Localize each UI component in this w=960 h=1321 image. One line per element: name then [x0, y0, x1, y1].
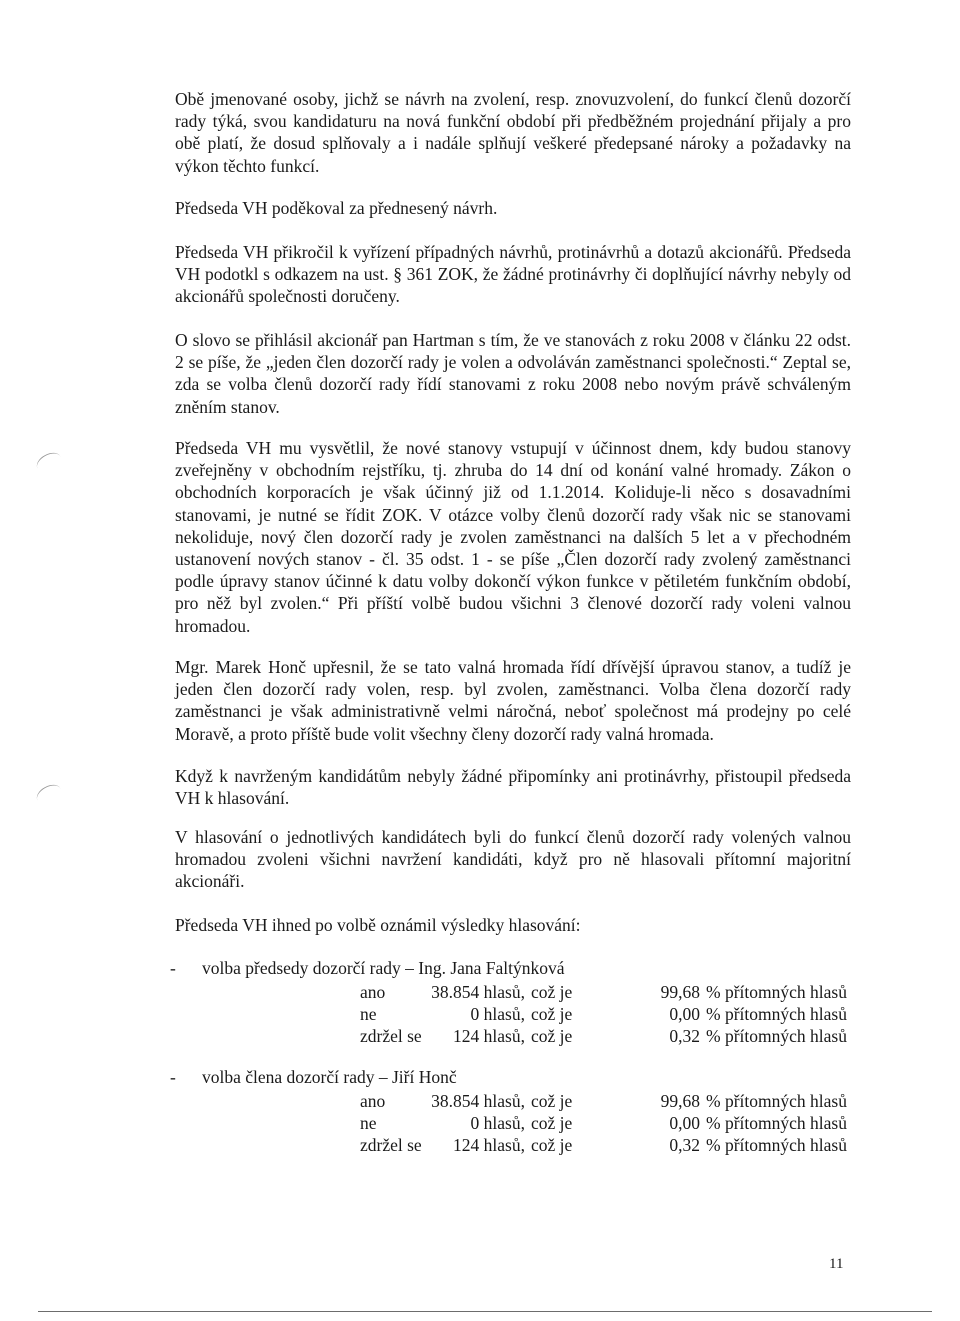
paragraph-text: Obě jmenované osoby, jichž se návrh na zvolení, resp. znovuzvolení, do funkcí členů dozorčí rady týká, svou kandidaturu na nová funkční období při předběžném projednání přijaly a pro obě platí, že dosud splňovaly a i nadále splňují veškeré předepsané nároky a požadavky na výkon těchto funkcí.: [175, 89, 851, 176]
vote-heading: [170, 1066, 850, 1090]
vote-phrase: což je: [531, 1026, 573, 1046]
paragraph-honc: [175, 656, 851, 745]
paragraph-text: Mgr. Marek Honč upřesnil, že se tato valná hromada řídí dřívější úpravou stanov, a tudíž je jeden člen dozorčí rady volen, resp. byl zvolen, zaměstnanci. Volba člena dozorčí rady zaměstnanci je však administrativně velmi náročná, neboť společnost má prodejny po celé Moravě, a proto příště bude volit všechny členy dozorčí rady valná hromada.: [175, 657, 851, 744]
vote-unit: % přítomných hlasů: [706, 1091, 847, 1111]
paragraph-results-intro: [175, 914, 851, 936]
punch-hole-mark: [34, 781, 65, 808]
vote-phrase: což je: [531, 1113, 573, 1133]
list-bullet: -: [170, 958, 176, 978]
paragraph-thanks: [175, 197, 851, 219]
paragraph-to-vote: [175, 765, 851, 809]
vote-row: [170, 1112, 850, 1134]
vote-row: [170, 1134, 850, 1156]
vote-percent: 99,68: [660, 982, 700, 1002]
vote-count: 0 hlasů,: [470, 1004, 525, 1024]
vote-percent: 0,00: [669, 1113, 700, 1133]
vote-label: zdržel se: [360, 1026, 422, 1046]
paragraph-voting: [175, 826, 851, 893]
paragraph-text: Předseda VH poděkoval za přednesený návrh.: [175, 198, 498, 218]
vote-unit: % přítomných hlasů: [706, 982, 847, 1002]
paragraph-text: Předseda VH ihned po volbě oznámil výsledky hlasování:: [175, 915, 581, 935]
vote-section-chair: [170, 957, 850, 1047]
list-bullet: -: [170, 1067, 176, 1087]
vote-label: ano: [360, 1091, 386, 1111]
paragraph-chairman-explanation: [175, 437, 851, 637]
vote-count: 0 hlasů,: [470, 1113, 525, 1133]
vote-percent: 0,32: [669, 1135, 700, 1155]
vote-row: [170, 981, 850, 1003]
paragraph-text: Předseda VH přikročil k vyřízení případných návrhů, protinávrhů a dotazů akcionářů. Předseda VH podotkl s odkazem na ust. § 361 ZOK, že žádné protinávrhy či doplňující návrhy nebyly od akcionářů společnosti doručeny.: [175, 242, 851, 307]
vote-percent: 0,00: [669, 1004, 700, 1024]
vote-label: ne: [360, 1113, 377, 1133]
vote-unit: % přítomných hlasů: [706, 1113, 847, 1133]
vote-percent: 0,32: [669, 1026, 700, 1046]
vote-unit: % přítomných hlasů: [706, 1004, 847, 1024]
vote-count: 38.854 hlasů,: [431, 982, 525, 1002]
vote-label: ne: [360, 1004, 377, 1024]
punch-hole-mark: [34, 449, 65, 476]
vote-phrase: což je: [531, 1091, 573, 1111]
vote-row: [170, 1090, 850, 1112]
paragraph-candidates: [175, 88, 851, 177]
vote-row: [170, 1025, 850, 1047]
paragraph-text: O slovo se přihlásil akcionář pan Hartman s tím, že ve stanovách z roku 2008 v článku 22 odst. 2 se píše, že „jeden člen dozorčí rady je volen a odvoláván zaměstnanci společnosti.“ Zeptal se, zda se volba členů dozorčí rady řídí stanovami z roku 2008 nebo novým právě schváleným zněním stanov.: [175, 330, 851, 417]
vote-count: 124 hlasů,: [453, 1026, 525, 1046]
vote-count: 124 hlasů,: [453, 1135, 525, 1155]
vote-unit: % přítomných hlasů: [706, 1135, 847, 1155]
vote-row: [170, 1003, 850, 1025]
vote-phrase: což je: [531, 982, 573, 1002]
paragraph-text: Když k navrženým kandidátům nebyly žádné připomínky ani protinávrhy, přistoupil předseda VH k hlasování.: [175, 766, 851, 809]
vote-percent: 99,68: [660, 1091, 700, 1111]
vote-label: zdržel se: [360, 1135, 422, 1155]
vote-unit: % přítomných hlasů: [706, 1026, 847, 1046]
vote-section-member: [170, 1066, 850, 1156]
vote-phrase: což je: [531, 1135, 573, 1155]
vote-phrase: což je: [531, 1004, 573, 1024]
vote-label: ano: [360, 982, 386, 1002]
paragraph-hartman: [175, 329, 851, 418]
vote-heading: [170, 957, 850, 981]
vote-title: volba předsedy dozorčí rady – Ing. Jana Faltýnková: [202, 958, 565, 978]
paragraph-text: Předseda VH mu vysvětlil, že nové stanovy vstupují v účinnost dnem, kdy budou stanovy zveřejněny v obchodním rejstříku, tj. zhruba do 14 dní od konání valné hromady. Zákon o obchodních korporacích je však účinný již od 1.1.2014. Koliduje-li něco s dosavadními stanovami, je nutné se řídit ZOK. V otázce volby členů dozorčí rady však nic se stanovami nekoliduje, nový člen dozorčí rady je zvolen zaměstnanci na dalších 5 let a v přechodném ustanovení nových stanov - čl. 35 odst. 1 - se píše „Člen dozorčí rady zvolený zaměstnanci podle úpravy stanov účinné k datu volby dokončí výkon funkce v pětiletém funkčním období, pro něž byl zvolen.“ Při příští volbě budou všichni 3 členové dozorčí rady voleni valnou hromadou.: [175, 438, 851, 636]
vote-title: volba člena dozorčí rady – Jiří Honč: [202, 1067, 457, 1087]
footer-divider: [38, 1311, 932, 1312]
page-number: 11: [829, 1256, 844, 1272]
paragraph-proposals: [175, 241, 851, 308]
paragraph-text: V hlasování o jednotlivých kandidátech byli do funkcí členů dozorčí rady volených valnou hromadou zvoleni všichni navržení kandidáti, když pro ně hlasovali přítomní majoritní akcionáři.: [175, 827, 851, 892]
vote-count: 38.854 hlasů,: [431, 1091, 525, 1111]
